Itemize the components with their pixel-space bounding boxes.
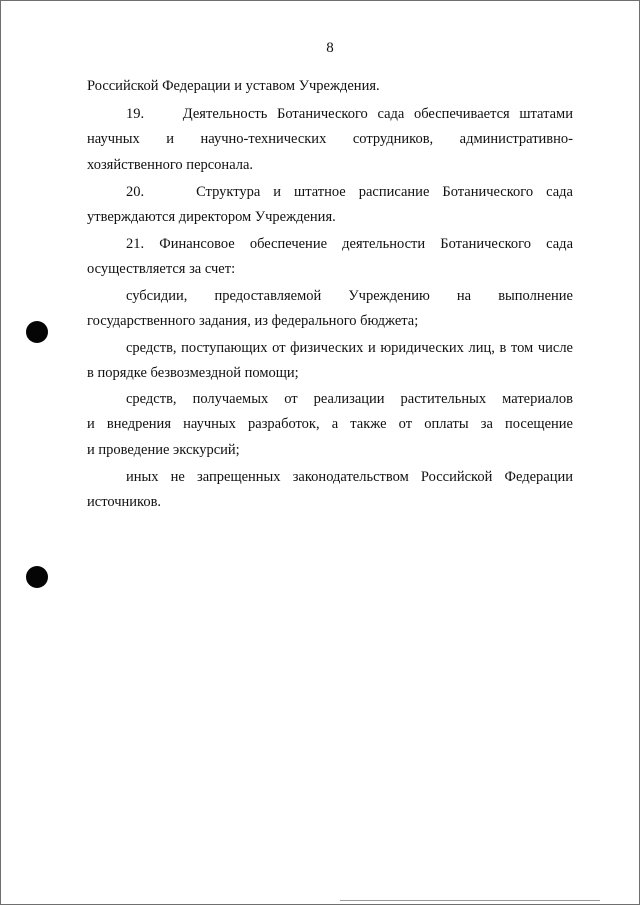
- text-line-9: субсидии, предоставляемой Учреждению на выполнение: [126, 288, 573, 304]
- text-line-10: государственного задания, из федерального бюджета;: [87, 313, 419, 329]
- page-number: 8: [326, 40, 334, 56]
- punch-hole-bottom: [26, 566, 48, 588]
- text-line-1: Российской Федерации и уставом Учреждения.: [87, 78, 380, 94]
- text-line-16: иных не запрещенных законодательством Российской Федерации: [126, 469, 573, 485]
- text-line-3: научных и научно-технических сотрудников, административно-: [87, 131, 573, 147]
- text-line-12: в порядке безвозмездной помощи;: [87, 365, 299, 381]
- text-line-2: 19. Деятельность Ботанического сада обеспечивается штатами: [126, 106, 573, 122]
- text-line-17: источников.: [87, 494, 162, 510]
- text-line-14: и внедрения научных разработок, а также от оплаты за посещение: [87, 416, 573, 432]
- text-line-4: хозяйственного персонала.: [87, 157, 254, 173]
- text-line-5: 20. Структура и штатное расписание Ботанического сада: [126, 184, 573, 200]
- text-line-6: утверждаются директором Учреждения.: [87, 209, 336, 225]
- scan-edge-line: [340, 900, 600, 901]
- text-line-7: 21. Финансовое обеспечение деятельности Ботанического сада: [126, 236, 573, 252]
- text-line-13: средств, получаемых от реализации растительных материалов: [126, 391, 573, 407]
- text-line-15: и проведение экскурсий;: [87, 442, 240, 458]
- punch-hole-top: [26, 321, 48, 343]
- text-line-8: осуществляется за счет:: [87, 261, 236, 277]
- text-line-11: средств, поступающих от физических и юридических лиц, в том числе: [126, 340, 573, 356]
